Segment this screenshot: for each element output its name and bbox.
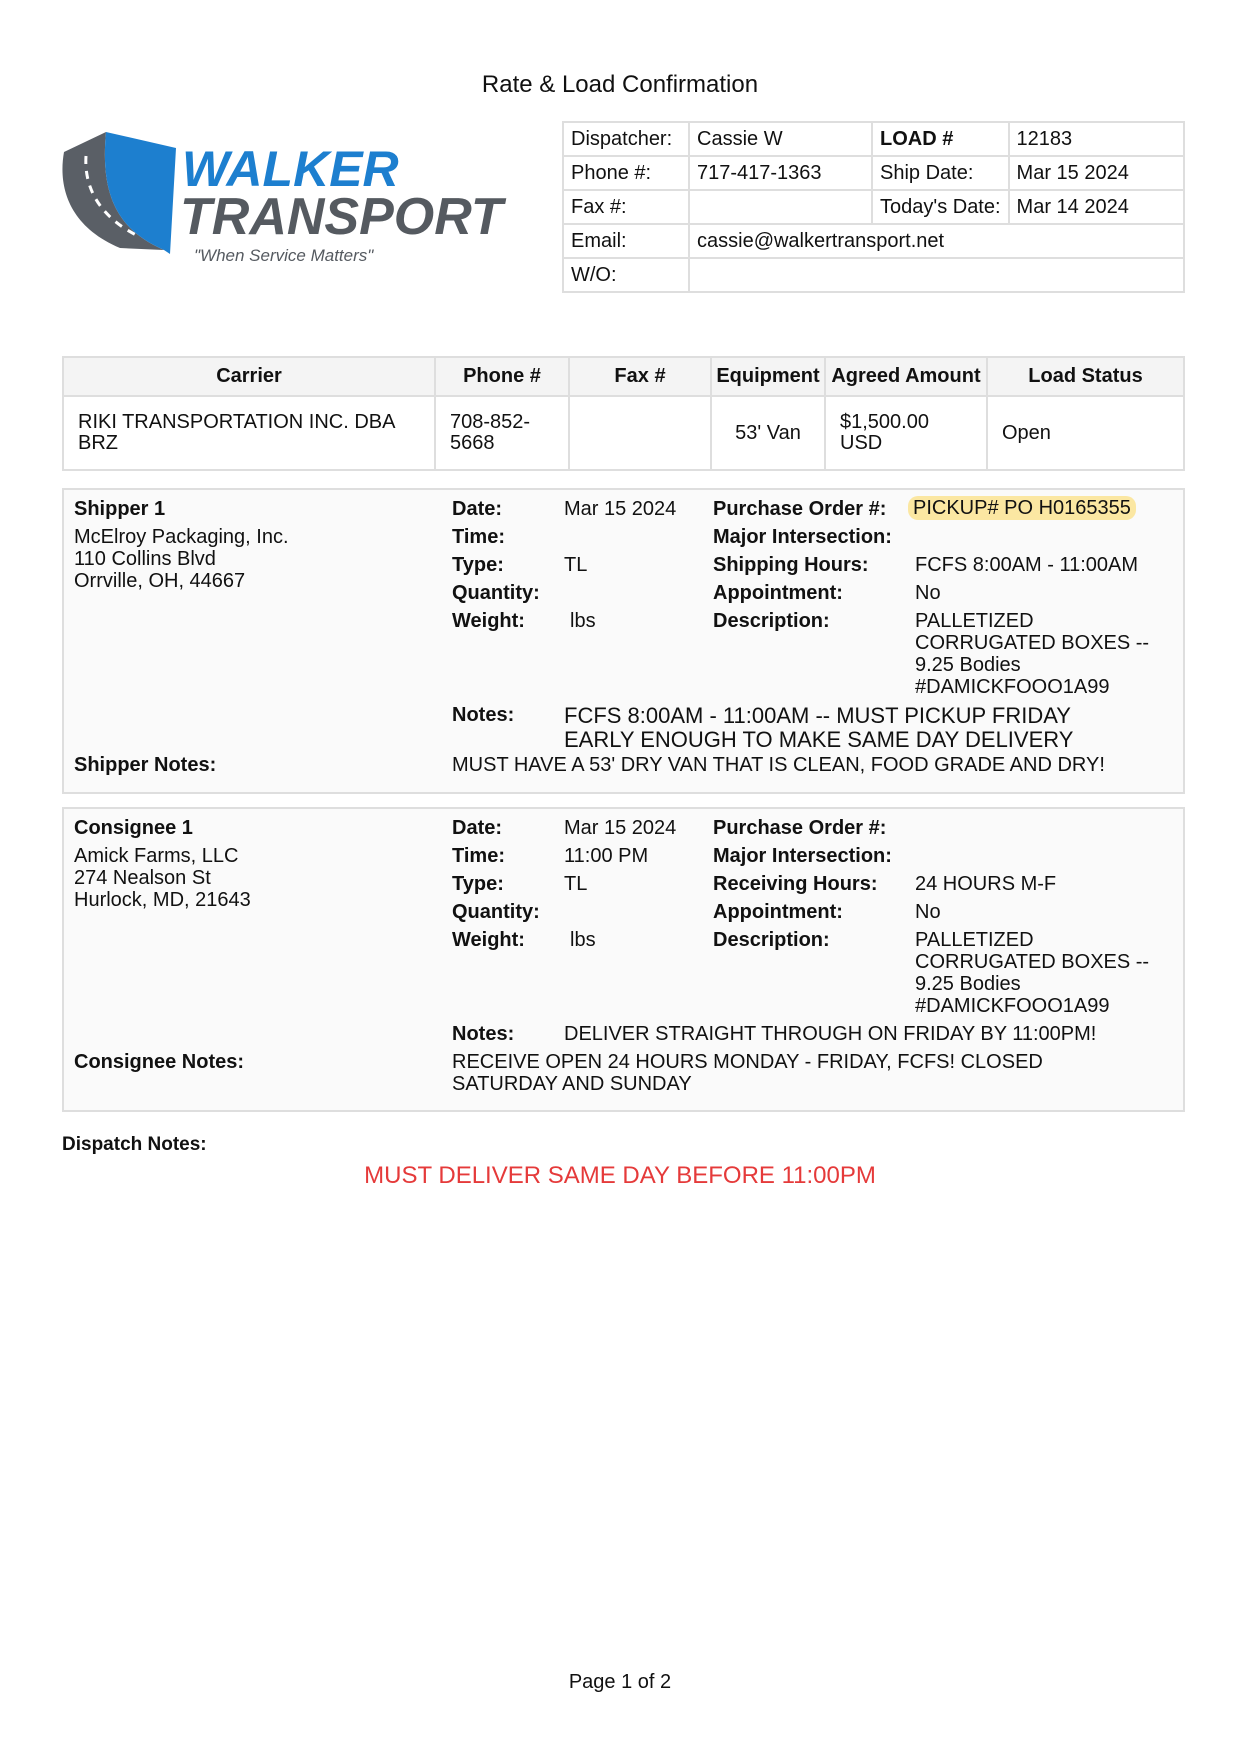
consignee-time-label: Time: (452, 845, 505, 867)
load-status-header: Load Status (987, 357, 1184, 396)
shipper-description-label: Description: (713, 610, 830, 632)
shipper-po: PICKUP# PO H0165355 (908, 496, 1136, 520)
wo-value (689, 258, 1184, 292)
agreed-amount-header: Agreed Amount (825, 357, 987, 396)
consignee-date-label: Date: (452, 817, 503, 839)
shipper-party-notes-label: Shipper Notes: (74, 754, 217, 776)
consignee-description-line-3: 9.25 Bodies (915, 973, 1021, 995)
consignee-notes-line-1: DELIVER STRAIGHT THROUGH ON FRIDAY BY 11:00PM! (564, 1023, 1097, 1045)
shipper-type-label: Type: (452, 554, 504, 576)
page-number: Page 1 of 2 (568, 1671, 672, 1693)
carrier-amount-line-1: $1,500.00 (840, 411, 929, 433)
consignee-description-line-2: CORRUGATED BOXES -- (915, 951, 1150, 973)
shipper-address-2: Orrville, OH, 44667 (74, 570, 246, 592)
todays-date-label: Today's Date: (872, 190, 1009, 224)
logo-tagline: "When Service Matters" (194, 246, 374, 265)
shipper-date: Mar 15 2024 (564, 498, 677, 520)
carrier-phone-line-2: 5668 (450, 432, 495, 454)
email-label: Email: (563, 224, 689, 258)
phone-value: 717-417-1363 (689, 156, 872, 190)
shipper-party-notes: MUST HAVE A 53' DRY VAN THAT IS CLEAN, FOOD GRADE AND DRY! (452, 754, 1105, 776)
shipper-address-1: 110 Collins Blvd (74, 548, 216, 570)
walker-transport-logo (58, 126, 503, 276)
shipper-po-label: Purchase Order #: (713, 498, 887, 520)
consignee-appointment-label: Appointment: (713, 901, 843, 923)
fax-value (689, 190, 872, 224)
fax-header: Fax # (569, 357, 711, 396)
consignee-address-1: 274 Nealson St (74, 867, 211, 889)
shipper-hours: FCFS 8:00AM - 11:00AM (915, 554, 1139, 576)
carrier-phone (435, 396, 569, 470)
carrier-name-line-2: BRZ (78, 432, 118, 454)
consignee-type: TL (564, 873, 588, 895)
phone-label: Phone #: (563, 156, 689, 190)
consignee-party-notes-label: Consignee Notes: (74, 1051, 245, 1073)
logo-name: WALKER (182, 141, 399, 197)
shipper-time-label: Time: (452, 526, 505, 548)
consignee-po-label: Purchase Order #: (713, 817, 887, 839)
wo-label: W/O: (563, 258, 689, 292)
shipper-description-line-1: PALLETIZED (915, 610, 1034, 632)
consignee-appointment: No (915, 901, 941, 923)
consignee-party-notes-line-1: RECEIVE OPEN 24 HOURS MONDAY - FRIDAY, FCFS! CLOSED (452, 1051, 1043, 1073)
shipper-section (62, 488, 1185, 794)
shipper-notes-label: Notes: (452, 704, 515, 726)
load-value: 12183 (1009, 122, 1184, 156)
shipper-appointment: No (915, 582, 941, 604)
carrier-amount (825, 396, 987, 470)
consignee-notes-label: Notes: (452, 1023, 515, 1045)
shipper-description-line-4: #DAMICKFOOO1A99 (915, 676, 1110, 698)
shipper-intersection-label: Major Intersection: (713, 526, 892, 548)
consignee-weight-label: Weight: (452, 929, 525, 951)
consignee-date: Mar 15 2024 (564, 817, 677, 839)
consignee-time: 11:00 PM (564, 845, 649, 867)
carrier-name (63, 396, 435, 470)
shipper-quantity-label: Quantity: (452, 582, 540, 604)
carrier-status: Open (987, 396, 1184, 470)
phone-header: Phone # (435, 357, 569, 396)
shipper-name: McElroy Packaging, Inc. (74, 526, 289, 548)
shipper-description-line-2: CORRUGATED BOXES -- (915, 632, 1150, 654)
consignee-weight: lbs (570, 929, 596, 951)
carrier-phone-line-1: 708-852- (450, 411, 531, 433)
ship-date-label: Ship Date: (872, 156, 1009, 190)
logo-name-2: TRANSPORT (180, 188, 503, 246)
consignee-intersection-label: Major Intersection: (713, 845, 892, 867)
ship-date-value: Mar 15 2024 (1009, 156, 1184, 190)
shipper-weight-label: Weight: (452, 610, 525, 632)
carrier-amount-line-2: USD (840, 432, 883, 454)
dispatch-notes-label: Dispatch Notes: (62, 1134, 207, 1155)
consignee-heading: Consignee 1 (74, 817, 193, 839)
load-label: LOAD # (872, 122, 1009, 156)
consignee-name: Amick Farms, LLC (74, 845, 239, 867)
consignee-description-line-1: PALLETIZED (915, 929, 1034, 951)
consignee-address-2: Hurlock, MD, 21643 (74, 889, 251, 911)
carrier-fax (569, 396, 711, 470)
consignee-type-label: Type: (452, 873, 504, 895)
todays-date-value: Mar 14 2024 (1009, 190, 1184, 224)
consignee-description-line-4: #DAMICKFOOO1A99 (915, 995, 1110, 1017)
consignee-quantity-label: Quantity: (452, 901, 540, 923)
shipper-heading: Shipper 1 (74, 498, 166, 520)
dispatcher-value: Cassie W (689, 122, 872, 156)
carrier-name-line-1: RIKI TRANSPORTATION INC. DBA (78, 411, 396, 433)
carrier-equipment: 53' Van (711, 396, 825, 470)
document-title: Rate & Load Confirmation (481, 71, 759, 98)
dispatcher-label: Dispatcher: (563, 122, 689, 156)
carrier-header: Carrier (63, 357, 435, 396)
shipper-date-label: Date: (452, 498, 503, 520)
consignee-hours-label: Receiving Hours: (713, 873, 878, 895)
dispatch-note: MUST DELIVER SAME DAY BEFORE 11:00PM (364, 1162, 876, 1189)
carrier-table (62, 356, 1185, 471)
shipper-type: TL (564, 554, 588, 576)
shipper-hours-label: Shipping Hours: (713, 554, 869, 576)
shipper-description-line-3: 9.25 Bodies (915, 654, 1021, 676)
consignee-hours: 24 HOURS M-F (915, 873, 1057, 895)
email-value: cassie@walkertransport.net (689, 224, 1184, 258)
shipper-notes-line-2: EARLY ENOUGH TO MAKE SAME DAY DELIVERY (564, 727, 1074, 752)
consignee-party-notes-line-2: SATURDAY AND SUNDAY (452, 1073, 692, 1095)
shipper-appointment-label: Appointment: (713, 582, 843, 604)
dispatcher-info-table (562, 121, 1185, 293)
shipper-weight: lbs (570, 610, 596, 632)
shipper-notes-line-1: FCFS 8:00AM - 11:00AM -- MUST PICKUP FRIDAY (564, 703, 1071, 728)
equipment-header: Equipment (711, 357, 825, 396)
consignee-section (62, 807, 1185, 1112)
fax-label: Fax #: (563, 190, 689, 224)
consignee-description-label: Description: (713, 929, 830, 951)
